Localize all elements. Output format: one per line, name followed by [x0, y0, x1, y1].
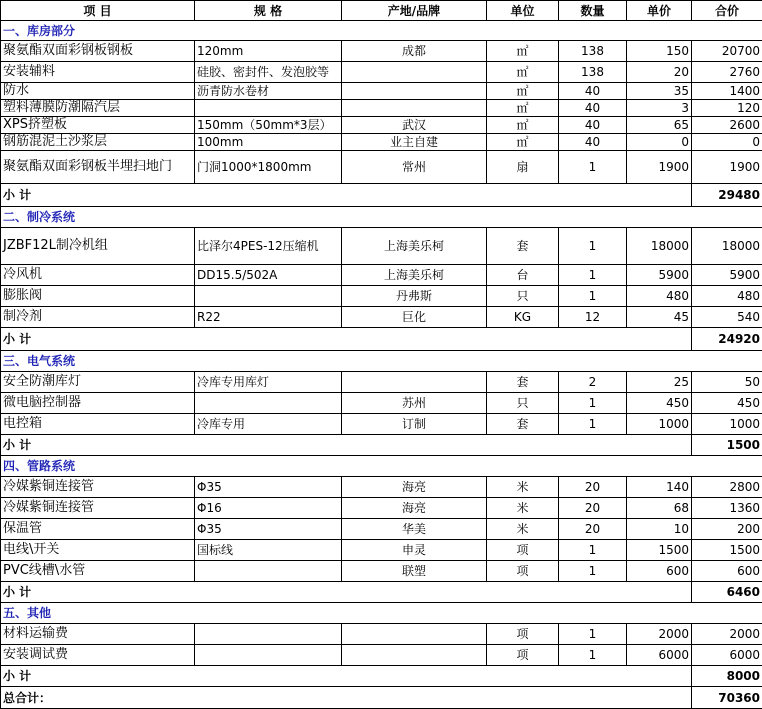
header-spec: 规 格	[195, 1, 342, 21]
item-qty: 1	[559, 645, 627, 666]
item-name: 塑料薄膜防潮隔汽层	[1, 100, 195, 117]
item-price: 600	[627, 561, 692, 582]
item-brand: 海亮	[342, 477, 487, 498]
item-spec: DD15.5/502A	[195, 265, 342, 286]
item-price: 20	[627, 62, 692, 83]
item-name: 制冷剂	[1, 307, 195, 328]
item-brand: 华美	[342, 519, 487, 540]
table-row	[1, 393, 762, 414]
item-price: 150	[627, 41, 692, 62]
subtotal-label: 小 计	[1, 328, 692, 351]
section-title: 四、管路系统	[1, 456, 692, 477]
item-unit: ㎡	[487, 41, 559, 62]
item-price: 25	[627, 372, 692, 393]
item-price: 3	[627, 100, 692, 117]
table-row	[1, 134, 762, 151]
item-unit: ㎡	[487, 117, 559, 134]
item-total: 1400	[692, 83, 762, 100]
item-spec: 沥青防水卷材	[195, 83, 342, 100]
subtotal-row	[1, 435, 762, 456]
item-brand	[342, 83, 487, 100]
item-qty: 1	[559, 228, 627, 265]
item-spec: 冷库专用	[195, 414, 342, 435]
item-total: 50	[692, 372, 762, 393]
table-row	[1, 151, 762, 184]
table-row	[1, 286, 762, 307]
section-title-filler	[692, 21, 762, 41]
item-total: 1000	[692, 414, 762, 435]
section-title-row	[1, 207, 762, 228]
item-qty: 1	[559, 561, 627, 582]
item-total: 2600	[692, 117, 762, 134]
item-unit: 只	[487, 286, 559, 307]
header-brand: 产地/品牌	[342, 1, 487, 21]
subtotal-row	[1, 666, 762, 687]
item-qty: 1	[559, 393, 627, 414]
item-qty: 138	[559, 62, 627, 83]
item-unit: 米	[487, 498, 559, 519]
subtotal-label: 小 计	[1, 582, 692, 603]
item-spec	[195, 393, 342, 414]
table-row	[1, 83, 762, 100]
item-price: 68	[627, 498, 692, 519]
item-unit: ㎡	[487, 83, 559, 100]
item-spec: R22	[195, 307, 342, 328]
header-unit: 单位	[487, 1, 559, 21]
item-qty: 1	[559, 414, 627, 435]
item-unit: 米	[487, 519, 559, 540]
grand-total-value: 70360	[692, 687, 762, 709]
item-price: 1500	[627, 540, 692, 561]
item-qty: 1	[559, 286, 627, 307]
item-spec: 门洞1000*1800mm	[195, 151, 342, 184]
table-row	[1, 561, 762, 582]
item-total: 480	[692, 286, 762, 307]
item-qty: 2	[559, 372, 627, 393]
section-title: 三、电气系统	[1, 351, 692, 372]
item-spec: 冷库专用库灯	[195, 372, 342, 393]
item-qty: 1	[559, 540, 627, 561]
item-name: 电线\开关	[1, 540, 195, 561]
item-name: 安装辅料	[1, 62, 195, 83]
item-total: 1360	[692, 498, 762, 519]
table-row	[1, 624, 762, 645]
item-brand: 联塑	[342, 561, 487, 582]
item-brand: 业主自建	[342, 134, 487, 151]
item-qty: 20	[559, 477, 627, 498]
table-row	[1, 228, 762, 265]
item-total: 450	[692, 393, 762, 414]
item-unit: ㎡	[487, 62, 559, 83]
item-unit: 米	[487, 477, 559, 498]
subtotal-value: 6460	[692, 582, 762, 603]
grand-total-row	[1, 687, 762, 709]
item-total: 200	[692, 519, 762, 540]
item-total: 0	[692, 134, 762, 151]
item-brand: 苏州	[342, 393, 487, 414]
item-name: 膨胀阀	[1, 286, 195, 307]
item-brand	[342, 624, 487, 645]
subtotal-row	[1, 582, 762, 603]
item-name: XPS挤塑板	[1, 117, 195, 134]
item-price: 45	[627, 307, 692, 328]
item-spec: 国标线	[195, 540, 342, 561]
item-price: 0	[627, 134, 692, 151]
table-row	[1, 414, 762, 435]
table-row	[1, 117, 762, 134]
table-row	[1, 498, 762, 519]
item-name: PVC线槽\水管	[1, 561, 195, 582]
grand-total-label: 总合计：	[1, 687, 692, 709]
item-total: 1900	[692, 151, 762, 184]
item-total: 2760	[692, 62, 762, 83]
item-qty: 1	[559, 151, 627, 184]
item-name: 安装调试费	[1, 645, 195, 666]
table-row	[1, 100, 762, 117]
item-brand: 巨化	[342, 307, 487, 328]
item-brand	[342, 100, 487, 117]
item-spec: 100mm	[195, 134, 342, 151]
item-name: 冷风机	[1, 265, 195, 286]
item-total: 120	[692, 100, 762, 117]
item-qty: 20	[559, 498, 627, 519]
subtotal-label: 小 计	[1, 435, 692, 456]
item-brand	[342, 62, 487, 83]
item-spec	[195, 561, 342, 582]
item-price: 10	[627, 519, 692, 540]
item-unit: 项	[487, 645, 559, 666]
item-total: 20700	[692, 41, 762, 62]
item-total: 2000	[692, 624, 762, 645]
table-row	[1, 62, 762, 83]
item-spec: 120mm	[195, 41, 342, 62]
item-spec: Φ35	[195, 477, 342, 498]
item-spec: 比泽尔4PES-12压缩机	[195, 228, 342, 265]
subtotal-label: 小 计	[1, 184, 692, 207]
item-brand: 常州	[342, 151, 487, 184]
subtotal-row	[1, 328, 762, 351]
section-title-filler	[692, 351, 762, 372]
item-total: 5900	[692, 265, 762, 286]
item-name: 保温管	[1, 519, 195, 540]
subtotal-value: 1500	[692, 435, 762, 456]
item-unit: 项	[487, 624, 559, 645]
item-qty: 12	[559, 307, 627, 328]
section-title-row	[1, 351, 762, 372]
item-price: 5900	[627, 265, 692, 286]
item-qty: 1	[559, 624, 627, 645]
section-title-row	[1, 456, 762, 477]
item-total: 600	[692, 561, 762, 582]
item-name: 冷媒紫铜连接管	[1, 477, 195, 498]
item-total: 540	[692, 307, 762, 328]
table-row	[1, 477, 762, 498]
header-qty: 数量	[559, 1, 627, 21]
item-brand: 武汉	[342, 117, 487, 134]
subtotal-value: 29480	[692, 184, 762, 207]
item-unit: 只	[487, 393, 559, 414]
item-price: 6000	[627, 645, 692, 666]
table-row	[1, 540, 762, 561]
item-price: 35	[627, 83, 692, 100]
table-row	[1, 265, 762, 286]
subtotal-row	[1, 184, 762, 207]
item-brand: 上海美乐柯	[342, 228, 487, 265]
item-qty: 1	[559, 265, 627, 286]
item-spec	[195, 645, 342, 666]
item-name: 电控箱	[1, 414, 195, 435]
section-title: 二、制冷系统	[1, 207, 692, 228]
item-unit: 台	[487, 265, 559, 286]
section-title-row	[1, 21, 762, 41]
item-name: JZBF12L制冷机组	[1, 228, 195, 265]
item-total: 1500	[692, 540, 762, 561]
item-price: 140	[627, 477, 692, 498]
item-total: 2800	[692, 477, 762, 498]
item-brand: 申灵	[342, 540, 487, 561]
item-unit: 套	[487, 414, 559, 435]
section-title-filler	[692, 603, 762, 624]
item-spec	[195, 100, 342, 117]
item-unit: 套	[487, 372, 559, 393]
item-name: 微电脑控制器	[1, 393, 195, 414]
item-name: 冷媒紫铜连接管	[1, 498, 195, 519]
item-spec	[195, 286, 342, 307]
table-row	[1, 519, 762, 540]
table-row	[1, 307, 762, 328]
table-row	[1, 372, 762, 393]
section-title-filler	[692, 456, 762, 477]
item-brand	[342, 645, 487, 666]
subtotal-value: 8000	[692, 666, 762, 687]
item-brand: 成都	[342, 41, 487, 62]
item-unit: KG	[487, 307, 559, 328]
item-unit: 项	[487, 561, 559, 582]
section-title-filler	[692, 207, 762, 228]
item-spec: 硅胶、密封件、发泡胶等	[195, 62, 342, 83]
item-brand: 海亮	[342, 498, 487, 519]
item-brand: 订制	[342, 414, 487, 435]
item-brand	[342, 372, 487, 393]
item-name: 聚氨酯双面彩钢板钢板	[1, 41, 195, 62]
table-row	[1, 41, 762, 62]
item-price: 65	[627, 117, 692, 134]
item-price: 1000	[627, 414, 692, 435]
item-price: 2000	[627, 624, 692, 645]
item-qty: 138	[559, 41, 627, 62]
subtotal-value: 24920	[692, 328, 762, 351]
item-brand: 丹弗斯	[342, 286, 487, 307]
section-title-row	[1, 603, 762, 624]
item-unit: 项	[487, 540, 559, 561]
section-title: 一、库房部分	[1, 21, 692, 41]
item-total: 6000	[692, 645, 762, 666]
item-price: 1900	[627, 151, 692, 184]
item-name: 材料运输费	[1, 624, 195, 645]
item-unit: ㎡	[487, 134, 559, 151]
item-price: 18000	[627, 228, 692, 265]
table-row	[1, 645, 762, 666]
item-brand: 上海美乐柯	[342, 265, 487, 286]
item-name: 聚氨酯双面彩钢板半埋扫地门	[1, 151, 195, 184]
item-total: 18000	[692, 228, 762, 265]
item-spec: Φ16	[195, 498, 342, 519]
item-spec: Φ35	[195, 519, 342, 540]
header-total: 合价	[692, 1, 762, 21]
item-qty: 40	[559, 100, 627, 117]
item-unit: ㎡	[487, 100, 559, 117]
item-name: 钢筋混泥土沙浆层	[1, 134, 195, 151]
item-qty: 20	[559, 519, 627, 540]
item-spec	[195, 624, 342, 645]
section-title: 五、其他	[1, 603, 692, 624]
header-row	[1, 1, 762, 21]
item-price: 480	[627, 286, 692, 307]
header-price: 单价	[627, 1, 692, 21]
item-name: 防水	[1, 83, 195, 100]
item-price: 450	[627, 393, 692, 414]
item-qty: 40	[559, 83, 627, 100]
item-qty: 40	[559, 117, 627, 134]
item-unit: 扇	[487, 151, 559, 184]
item-qty: 40	[559, 134, 627, 151]
item-spec: 150mm（50mm*3层）	[195, 117, 342, 134]
item-unit: 套	[487, 228, 559, 265]
header-item: 项 目	[1, 1, 195, 21]
subtotal-label: 小 计	[1, 666, 692, 687]
item-name: 安全防潮库灯	[1, 372, 195, 393]
